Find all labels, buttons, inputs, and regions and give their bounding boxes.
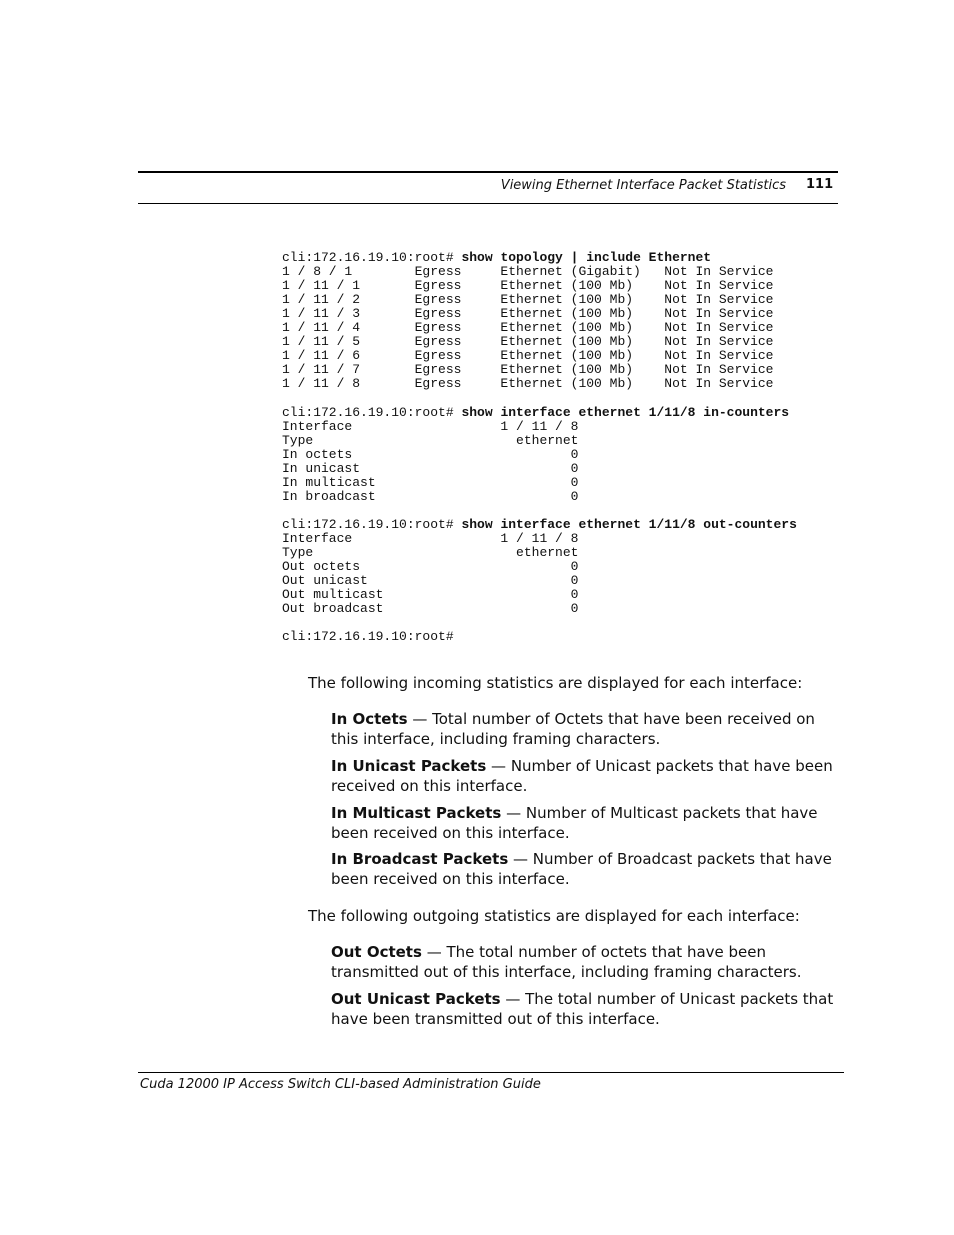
cli-output-line: Type ethernet [282,544,579,560]
cli-command: show interface ethernet 1/11/8 in-counters [461,404,790,420]
cli-output-line: In multicast 0 [282,474,579,490]
cli-prompt: cli:172.16.19.10:root# [282,250,462,265]
cli-output-line: Interface 1 / 11 / 8 [282,530,579,546]
cli-command: show interface ethernet 1/11/8 out-counters [461,516,797,532]
cli-blank-line [282,391,797,405]
definition-in-unicast [331,756,841,796]
header-bottom-rule [138,203,838,204]
definition-description: — Number of Multicast packets that have been received on this interface. [331,804,818,842]
definition-term: In Unicast Packets [331,757,487,775]
definition-term: In Multicast Packets [331,804,502,822]
cli-output-line: Out octets 0 [282,559,579,575]
cli-output-line: In broadcast 0 [282,488,579,504]
cli-output-line: 1 / 11 / 8 Egress Ethernet (100 Mb) Not In Service [282,376,774,392]
cli-output-line: 1 / 11 / 6 Egress Ethernet (100 Mb) Not In Service [282,348,774,364]
cli-command-line [282,251,797,265]
running-header-title: Viewing Ethernet Interface Packet Statistics [500,178,786,193]
page-number: 111 [806,177,834,192]
footer-book-title: Cuda 12000 IP Access Switch CLI-based Administration Guide [140,1077,541,1092]
definition-description: — Number of Broadcast packets that have been received on this interface. [331,850,832,888]
cli-output-line: Interface 1 / 11 / 8 [282,418,579,434]
header-top-rule [138,171,838,173]
definition-out-unicast [331,989,841,1029]
cli-blank-line [282,504,797,518]
outgoing-stats-intro: The following outgoing statistics are displayed for each interface: [308,907,800,925]
cli-command-line [282,518,797,532]
definition-description: — Total number of Octets that have been received on this interface, including framing characters. [331,710,815,748]
definition-description: — The total number of octets that have been transmitted out of this interface, including framing characters. [331,943,802,981]
cli-prompt: cli:172.16.19.10:root# [282,516,462,532]
cli-output-line: Out multicast 0 [282,587,579,603]
cli-output-line: In unicast 0 [282,460,579,476]
cli-output-line: Out unicast 0 [282,573,579,589]
cli-output-line: 1 / 11 / 7 Egress Ethernet (100 Mb) Not In Service [282,362,774,378]
cli-output-line: 1 / 11 / 1 Egress Ethernet (100 Mb) Not In Service [282,278,774,294]
definition-description: — The total number of Unicast packets that have been transmitted out of this interface. [331,990,834,1028]
cli-command: show topology | include Ethernet [461,250,712,265]
cli-output-line: 1 / 11 / 4 Egress Ethernet (100 Mb) Not In Service [282,320,774,336]
definition-in-broadcast [331,849,841,889]
cli-output-line: 1 / 11 / 3 Egress Ethernet (100 Mb) Not In Service [282,306,774,322]
definition-term: In Octets [331,710,408,728]
incoming-stats-intro: The following incoming statistics are displayed for each interface: [308,674,803,692]
definition-out-octets [331,942,841,982]
cli-output-line: Out broadcast 0 [282,601,579,617]
cli-output-line: 1 / 11 / 2 Egress Ethernet (100 Mb) Not In Service [282,292,774,308]
cli-blank-line [282,616,797,630]
cli-output-line: 1 / 11 / 5 Egress Ethernet (100 Mb) Not In Service [282,334,774,350]
cli-command-line [282,406,797,420]
definition-in-octets [331,709,841,749]
definition-term: Out Octets [331,943,422,961]
definition-description: — Number of Unicast packets that have been received on this interface. [331,757,833,795]
definition-term: Out Unicast Packets [331,990,501,1008]
definition-in-multicast [331,803,841,843]
cli-output-line: 1 / 8 / 1 Egress Ethernet (Gigabit) Not In Service [282,264,774,280]
definition-term: In Broadcast Packets [331,850,509,868]
cli-prompt: cli:172.16.19.10:root# [282,404,462,420]
cli-output-line: Type ethernet [282,432,579,448]
cli-output-block [282,251,797,644]
cli-output-line: In octets 0 [282,446,579,462]
footer-rule [138,1072,844,1073]
cli-final-prompt: cli:172.16.19.10:root# [282,629,454,645]
